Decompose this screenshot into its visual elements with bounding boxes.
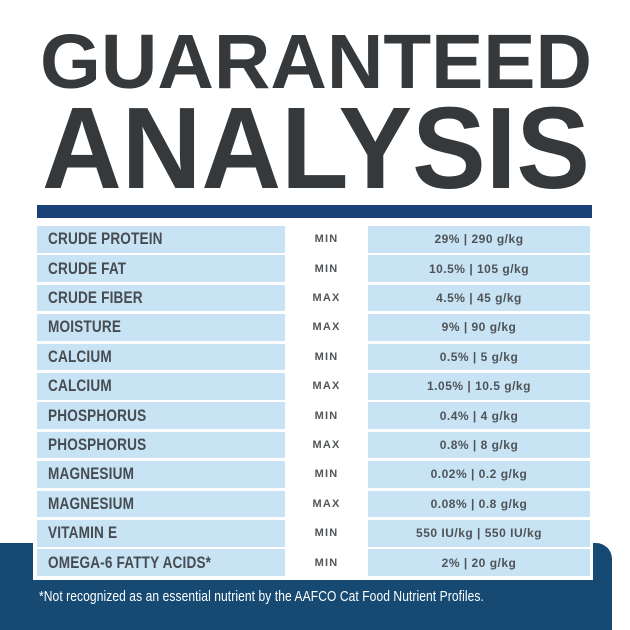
nutrient-value: 0.4% | 4 g/kg (368, 402, 590, 429)
nutrient-value: 1.05% | 10.5 g/kg (368, 373, 590, 400)
basis-label: MAX (285, 432, 368, 459)
basis-label: MAX (285, 314, 368, 341)
table-row (37, 226, 590, 253)
table-row (37, 285, 590, 312)
table-row (37, 314, 590, 341)
title-line2: ANALYSIS (42, 83, 590, 200)
nutrient-name-cell (37, 491, 285, 518)
table-row (37, 461, 590, 488)
table-row (37, 432, 590, 459)
nutrient-name: VITAMIN E (48, 523, 118, 543)
nutrient-name-cell (37, 373, 285, 400)
nutrient-value: 10.5% | 105 g/kg (368, 255, 590, 282)
page-title (0, 0, 630, 200)
basis-label: MAX (285, 373, 368, 400)
basis-label: MIN (285, 461, 368, 488)
table-row (37, 520, 590, 547)
nutrient-name-cell (37, 432, 285, 459)
nutrient-name: CRUDE PROTEIN (48, 229, 163, 249)
nutrient-value: 0.08% | 0.8 g/kg (368, 491, 590, 518)
nutrient-value: 4.5% | 45 g/kg (368, 285, 590, 312)
nutrient-value: 0.8% | 8 g/kg (368, 432, 590, 459)
nutrient-name-cell (37, 549, 285, 576)
nutrient-name: OMEGA-6 FATTY ACIDS* (48, 552, 212, 572)
basis-label: MIN (285, 255, 368, 282)
nutrient-name: CRUDE FIBER (48, 288, 143, 308)
table-row (37, 255, 590, 282)
nutrient-name: CALCIUM (48, 376, 112, 396)
table-row (37, 373, 590, 400)
nutrient-name: CRUDE FAT (48, 258, 127, 278)
basis-label: MIN (285, 226, 368, 253)
nutrient-value: 29% | 290 g/kg (368, 226, 590, 253)
table-row (37, 491, 590, 518)
nutrient-name-cell (37, 285, 285, 312)
basis-label: MIN (285, 344, 368, 371)
nutrient-value: 2% | 20 g/kg (368, 549, 590, 576)
nutrient-value: 550 IU/kg | 550 IU/kg (368, 520, 590, 547)
nutrient-name-cell (37, 226, 285, 253)
basis-label: MIN (285, 402, 368, 429)
basis-label: MAX (285, 285, 368, 312)
analysis-table (33, 222, 593, 580)
table-row (37, 402, 590, 429)
basis-label: MIN (285, 549, 368, 576)
footnote-text: *Not recognized as an essential nutrient by the AAFCO Cat Food Nutrient Profiles. (39, 589, 484, 605)
basis-label: MAX (285, 491, 368, 518)
nutrient-name: MOISTURE (48, 317, 122, 337)
footnote (39, 589, 575, 605)
nutrient-name: MAGNESIUM (48, 464, 135, 484)
table-row (37, 344, 590, 371)
nutrient-name-cell (37, 402, 285, 429)
nutrient-name: CALCIUM (48, 346, 112, 366)
nutrient-name-cell (37, 461, 285, 488)
nutrient-name-cell (37, 314, 285, 341)
nutrient-value: 9% | 90 g/kg (368, 314, 590, 341)
title-underline-bar (37, 205, 592, 218)
nutrient-name-cell (37, 520, 285, 547)
nutrient-value: 0.02% | 0.2 g/kg (368, 461, 590, 488)
table-row (37, 549, 590, 576)
basis-label: MIN (285, 520, 368, 547)
nutrient-name: PHOSPHORUS (48, 405, 147, 425)
title-line1: GUARANTEED (40, 19, 592, 105)
nutrient-name: MAGNESIUM (48, 493, 135, 513)
nutrient-name-cell (37, 344, 285, 371)
nutrient-name: PHOSPHORUS (48, 435, 147, 455)
nutrient-name-cell (37, 255, 285, 282)
nutrient-value: 0.5% | 5 g/kg (368, 344, 590, 371)
